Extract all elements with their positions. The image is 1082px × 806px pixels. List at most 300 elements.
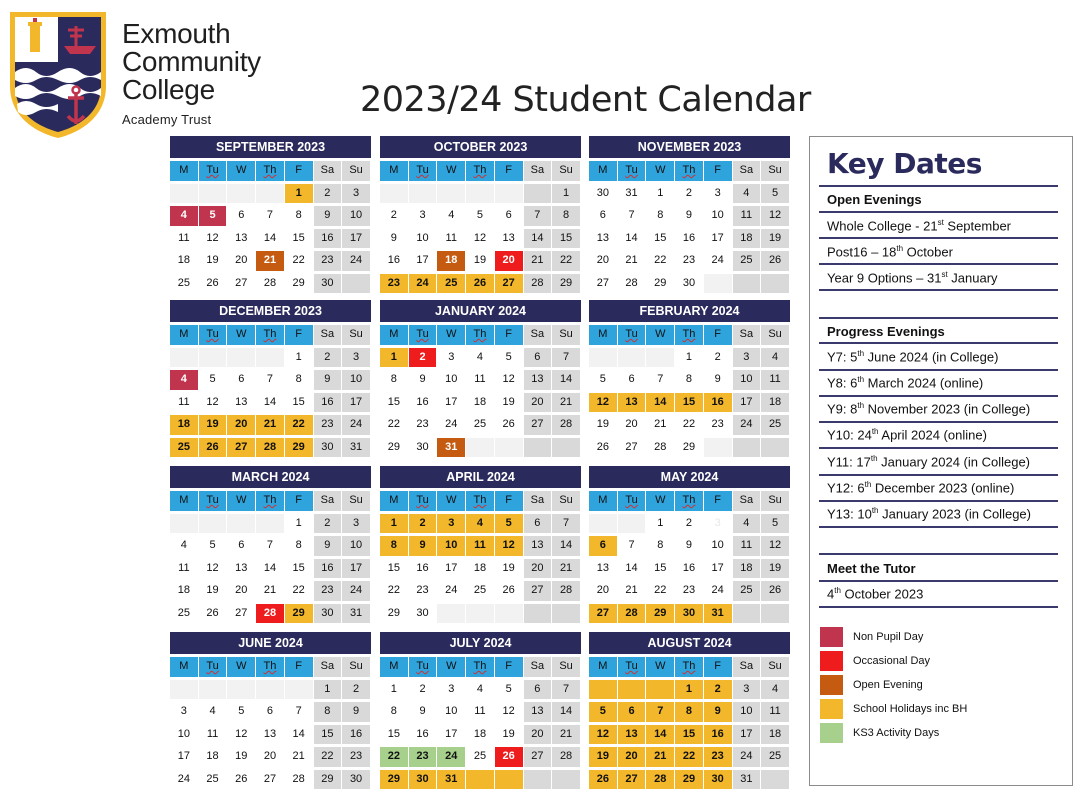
day-cell: 10 [437, 536, 466, 556]
day-cell: 15 [380, 725, 409, 745]
weekday-header [733, 491, 762, 511]
weekday-label: F [714, 494, 722, 506]
ordinal-suffix: th [857, 375, 865, 384]
day-cell: 25 [170, 438, 199, 458]
key-date-text: June 2024 (in College) [864, 349, 999, 365]
weekday-label: W [236, 328, 247, 340]
day-cell: 5 [761, 514, 790, 534]
day-cell: 26 [495, 581, 524, 601]
day-cell: 17 [437, 559, 466, 579]
weekday-header [227, 161, 256, 181]
day-cell: 17 [437, 725, 466, 745]
day-cell: 11 [437, 229, 466, 249]
month-title: JULY 2024 [380, 632, 581, 654]
day-cell: 15 [314, 725, 343, 745]
weekday-header [256, 657, 285, 677]
ordinal-suffix: th [857, 401, 865, 410]
day-cell: 29 [380, 604, 409, 624]
day-cell: 18 [170, 581, 199, 601]
empty-day-cell [761, 438, 790, 458]
day-cell: 1 [285, 348, 314, 368]
day-cell: 10 [437, 702, 466, 722]
day-cell: 28 [552, 581, 581, 601]
key-section-heading: Meet the Tutor [827, 561, 916, 576]
empty-day-cell [170, 680, 199, 700]
key-date-text: January 2024 (in College) [877, 454, 1031, 470]
ordinal-suffix: th [871, 427, 879, 436]
month-calendar [589, 136, 790, 293]
month-title: OCTOBER 2023 [380, 136, 581, 158]
day-cell: 17 [342, 229, 371, 249]
day-cell: 13 [618, 725, 647, 745]
week-row [589, 725, 790, 745]
day-cell: 28 [646, 438, 675, 458]
day-cell: 29 [285, 274, 314, 294]
day-cell: 4 [170, 536, 199, 556]
day-cell: 11 [761, 702, 790, 722]
empty-day-cell [704, 274, 733, 294]
day-cell: 29 [380, 770, 409, 790]
weekday-header [552, 161, 581, 181]
day-cell: 1 [675, 680, 704, 700]
empty-day-cell [495, 438, 524, 458]
key-date-item [827, 506, 1031, 521]
legend-item [820, 723, 939, 743]
day-cell: 14 [646, 725, 675, 745]
day-cell: 8 [675, 702, 704, 722]
day-cell: 12 [761, 536, 790, 556]
day-cell: 10 [342, 206, 371, 226]
weekday-header-row [170, 491, 371, 511]
day-cell: 21 [552, 559, 581, 579]
day-cell: 29 [314, 770, 343, 790]
week-row [170, 604, 371, 624]
empty-day-cell [227, 184, 256, 204]
day-cell: 20 [524, 393, 553, 413]
week-row [589, 184, 790, 204]
empty-day-cell [170, 514, 199, 534]
day-cell: 11 [466, 536, 495, 556]
day-cell: 10 [170, 725, 199, 745]
day-cell: 13 [495, 229, 524, 249]
week-row [380, 184, 581, 204]
day-cell: 29 [675, 438, 704, 458]
weekday-label: F [505, 660, 513, 672]
weekday-header [409, 325, 438, 345]
month-title: JANUARY 2024 [380, 300, 581, 322]
day-cell: 7 [646, 370, 675, 390]
weekday-header [342, 325, 371, 345]
week-row [170, 274, 371, 294]
weekday-label: Su [559, 660, 573, 672]
key-date-text: October 2023 [840, 586, 924, 602]
ordinal-suffix: th [864, 480, 872, 489]
weekday-header [170, 491, 199, 511]
day-cell: 28 [552, 747, 581, 767]
empty-day-cell [466, 438, 495, 458]
week-row [589, 251, 790, 271]
legend-swatch [820, 699, 843, 719]
weekday-header [733, 657, 762, 677]
key-divider [819, 500, 1058, 502]
day-cell: 10 [342, 536, 371, 556]
week-row [589, 393, 790, 413]
day-cell: 29 [285, 438, 314, 458]
day-cell: 1 [646, 184, 675, 204]
day-cell: 28 [646, 770, 675, 790]
day-cell: 12 [199, 393, 228, 413]
month-title: FEBRUARY 2024 [589, 300, 790, 322]
day-cell: 14 [256, 229, 285, 249]
day-cell: 27 [227, 274, 256, 294]
day-cell: 8 [552, 206, 581, 226]
day-cell: 8 [285, 206, 314, 226]
key-date-text: Y7: 5 [827, 349, 858, 365]
week-row [170, 514, 371, 534]
month-title: AUGUST 2024 [589, 632, 790, 654]
day-cell: 22 [285, 251, 314, 271]
month-title: MARCH 2024 [170, 466, 371, 488]
day-cell: 8 [380, 370, 409, 390]
day-cell: 23 [314, 581, 343, 601]
day-cell: 2 [314, 348, 343, 368]
legend-item [820, 699, 967, 719]
day-cell: 28 [618, 604, 647, 624]
weekday-header [761, 491, 790, 511]
day-cell: 10 [733, 702, 762, 722]
weekday-label: M [598, 494, 608, 506]
day-cell: 21 [646, 415, 675, 435]
empty-day-cell [495, 770, 524, 790]
day-cell: 3 [170, 702, 199, 722]
day-cell: 28 [256, 438, 285, 458]
day-cell: 6 [256, 702, 285, 722]
weekday-header [552, 491, 581, 511]
day-cell: 19 [761, 229, 790, 249]
key-date-text: September [943, 218, 1011, 234]
day-cell: 2 [380, 206, 409, 226]
day-cell: 8 [380, 536, 409, 556]
day-cell: 24 [733, 747, 762, 767]
day-cell: 23 [409, 415, 438, 435]
weekday-header [199, 657, 228, 677]
empty-day-cell [552, 604, 581, 624]
empty-day-cell [170, 184, 199, 204]
weekday-label: M [179, 494, 189, 506]
weekday-label: Su [559, 494, 573, 506]
weekday-header [256, 491, 285, 511]
weekday-header [409, 161, 438, 181]
legend-item [820, 651, 930, 671]
day-cell: 29 [646, 274, 675, 294]
day-cell: 18 [466, 725, 495, 745]
day-cell: 8 [380, 702, 409, 722]
weekday-label: Sa [320, 164, 335, 176]
empty-day-cell [495, 184, 524, 204]
week-row [589, 438, 790, 458]
day-cell: 28 [552, 415, 581, 435]
day-cell: 9 [675, 536, 704, 556]
month-calendar [170, 632, 371, 789]
weekday-label: Th [263, 660, 277, 672]
week-row [170, 536, 371, 556]
empty-day-cell [466, 604, 495, 624]
day-cell: 10 [409, 229, 438, 249]
key-date-text: Y8: 6 [827, 375, 858, 391]
key-divider [819, 289, 1058, 291]
month-title: APRIL 2024 [380, 466, 581, 488]
day-cell: 21 [256, 581, 285, 601]
day-cell: 21 [256, 415, 285, 435]
day-cell: 30 [314, 438, 343, 458]
week-row [380, 274, 581, 294]
weekday-header [437, 657, 466, 677]
weekday-header [342, 161, 371, 181]
day-cell: 14 [256, 393, 285, 413]
day-cell: 16 [314, 559, 343, 579]
day-cell: 19 [761, 559, 790, 579]
day-cell: 30 [589, 184, 618, 204]
day-cell: 3 [342, 514, 371, 534]
weekday-header [199, 325, 228, 345]
weekday-header [314, 657, 343, 677]
legend-item [820, 627, 923, 647]
day-cell: 14 [552, 702, 581, 722]
day-cell: 3 [733, 680, 762, 700]
empty-day-cell [199, 680, 228, 700]
day-cell: 20 [524, 725, 553, 745]
day-cell: 26 [761, 251, 790, 271]
weekday-header [646, 657, 675, 677]
key-date-text: Y10: 24 [827, 427, 872, 443]
ordinal-suffix: th [870, 454, 878, 463]
day-cell: 26 [466, 274, 495, 294]
weekday-header [646, 325, 675, 345]
key-date-text: Y13: 10 [827, 506, 872, 522]
weekday-label: F [714, 328, 722, 340]
day-cell: 3 [733, 348, 762, 368]
day-cell: 9 [314, 370, 343, 390]
day-cell: 27 [227, 438, 256, 458]
weekday-header [495, 325, 524, 345]
empty-day-cell [733, 604, 762, 624]
day-cell: 20 [589, 251, 618, 271]
weekday-header [170, 325, 199, 345]
day-cell: 13 [256, 725, 285, 745]
weekday-header [227, 325, 256, 345]
day-cell: 24 [437, 747, 466, 767]
key-divider [819, 395, 1058, 397]
week-row [170, 415, 371, 435]
weekday-label: M [389, 164, 399, 176]
day-cell: 16 [409, 559, 438, 579]
week-row [170, 229, 371, 249]
weekday-label: Sa [530, 494, 545, 506]
day-cell: 17 [437, 393, 466, 413]
day-cell: 25 [437, 274, 466, 294]
month-title: SEPTEMBER 2023 [170, 136, 371, 158]
brand-line-2: Community [122, 46, 261, 77]
week-row [589, 702, 790, 722]
weekday-label: M [389, 660, 399, 672]
key-divider [819, 263, 1058, 265]
day-cell: 9 [675, 206, 704, 226]
day-cell: 24 [704, 581, 733, 601]
day-cell: 10 [733, 370, 762, 390]
day-cell: 18 [170, 415, 199, 435]
key-divider [819, 369, 1058, 371]
day-cell: 17 [704, 229, 733, 249]
weekday-label: Th [473, 494, 487, 506]
weekday-header-row [589, 491, 790, 511]
weekday-label: F [295, 494, 303, 506]
weekday-header [256, 161, 285, 181]
day-cell: 3 [342, 184, 371, 204]
day-cell: 2 [704, 680, 733, 700]
day-cell: 18 [466, 393, 495, 413]
weekday-header [380, 325, 409, 345]
weekday-header [409, 491, 438, 511]
weekday-header [524, 161, 553, 181]
weekday-header [466, 491, 495, 511]
day-cell: 3 [437, 514, 466, 534]
day-cell: 1 [380, 348, 409, 368]
day-cell: 29 [285, 604, 314, 624]
weekday-header [466, 657, 495, 677]
day-cell: 18 [761, 725, 790, 745]
weekday-label: Su [768, 328, 782, 340]
day-cell: 2 [675, 184, 704, 204]
day-cell: 16 [409, 393, 438, 413]
key-divider [819, 526, 1058, 528]
day-cell: 26 [199, 604, 228, 624]
day-cell: 11 [170, 229, 199, 249]
weekday-label: Sa [739, 494, 754, 506]
day-cell: 11 [170, 393, 199, 413]
day-cell: 4 [733, 184, 762, 204]
day-cell: 5 [495, 514, 524, 534]
day-cell: 30 [409, 604, 438, 624]
ordinal-suffix: st [941, 270, 948, 279]
weekday-label: Tu [625, 328, 638, 340]
weekday-header [589, 491, 618, 511]
week-row [380, 206, 581, 226]
day-cell: 24 [170, 770, 199, 790]
weekday-label: F [295, 328, 303, 340]
weekday-header-row [380, 491, 581, 511]
weekday-header [466, 325, 495, 345]
day-cell: 3 [437, 680, 466, 700]
day-cell: 12 [199, 229, 228, 249]
day-cell: 13 [227, 229, 256, 249]
day-cell: 23 [409, 581, 438, 601]
weekday-header [199, 491, 228, 511]
weekday-label: Th [682, 660, 696, 672]
empty-day-cell [618, 680, 647, 700]
day-cell: 6 [227, 536, 256, 556]
weekday-label: Sa [530, 660, 545, 672]
weekday-header [618, 161, 647, 181]
month-title: JUNE 2024 [170, 632, 371, 654]
day-cell: 24 [342, 581, 371, 601]
day-cell: 13 [524, 370, 553, 390]
day-cell: 14 [618, 229, 647, 249]
week-row [170, 251, 371, 271]
weekday-label: W [655, 494, 666, 506]
week-row [380, 438, 581, 458]
weekday-header [589, 657, 618, 677]
day-cell: 13 [227, 559, 256, 579]
day-cell: 8 [675, 370, 704, 390]
day-cell: 19 [495, 393, 524, 413]
day-cell: 25 [199, 770, 228, 790]
weekday-label: M [598, 164, 608, 176]
day-cell: 20 [618, 415, 647, 435]
day-cell: 19 [227, 747, 256, 767]
day-cell: 8 [285, 536, 314, 556]
key-date-text: Y11: 17 [827, 454, 871, 470]
day-cell: 25 [733, 251, 762, 271]
day-cell: 7 [552, 348, 581, 368]
day-cell: 8 [314, 702, 343, 722]
key-date-item [827, 244, 953, 259]
day-cell: 26 [589, 438, 618, 458]
day-cell: 7 [646, 702, 675, 722]
day-cell: 15 [552, 229, 581, 249]
day-cell: 9 [409, 702, 438, 722]
empty-day-cell [552, 438, 581, 458]
week-row [589, 229, 790, 249]
day-cell: 1 [285, 514, 314, 534]
weekday-label: Su [349, 660, 363, 672]
key-date-text: Post16 – 18 [827, 244, 897, 260]
weekday-label: Th [682, 494, 696, 506]
day-cell: 23 [342, 747, 371, 767]
weekday-header [675, 657, 704, 677]
week-row [589, 559, 790, 579]
day-cell: 31 [618, 184, 647, 204]
day-cell: 13 [589, 229, 618, 249]
key-date-item [827, 401, 1030, 416]
day-cell: 12 [495, 536, 524, 556]
day-cell: 18 [466, 559, 495, 579]
empty-day-cell [199, 348, 228, 368]
weekday-label: F [714, 164, 722, 176]
weekday-label: Th [473, 164, 487, 176]
day-cell: 15 [675, 393, 704, 413]
day-cell: 14 [552, 370, 581, 390]
month-calendar [589, 300, 790, 457]
week-row [589, 348, 790, 368]
day-cell: 27 [495, 274, 524, 294]
day-cell: 22 [646, 251, 675, 271]
weekday-label: Tu [206, 164, 219, 176]
day-cell: 15 [285, 229, 314, 249]
key-section-heading: Progress Evenings [827, 324, 945, 339]
day-cell: 20 [227, 581, 256, 601]
weekday-label: F [505, 164, 513, 176]
week-row [380, 393, 581, 413]
day-cell: 7 [524, 206, 553, 226]
day-cell: 12 [589, 393, 618, 413]
day-cell: 30 [314, 274, 343, 294]
weekday-header [646, 161, 675, 181]
day-cell: 6 [524, 348, 553, 368]
key-divider [819, 342, 1058, 344]
day-cell: 23 [704, 415, 733, 435]
legend-swatch [820, 627, 843, 647]
key-date-text: January [947, 270, 998, 286]
